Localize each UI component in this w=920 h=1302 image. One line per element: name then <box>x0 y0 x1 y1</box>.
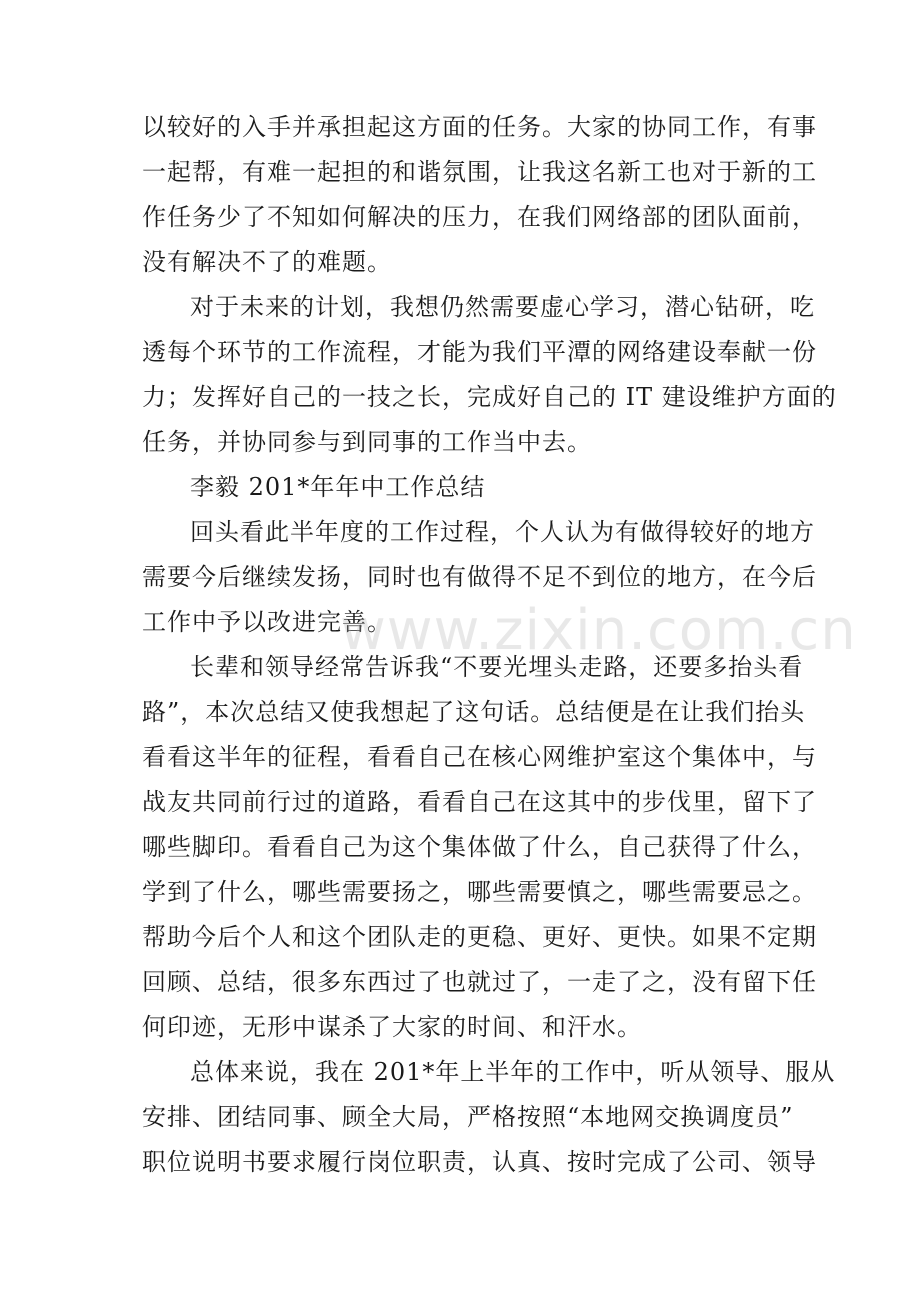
paragraph <box>142 510 817 645</box>
text-line: 工作中予以改进完善。 <box>142 608 392 636</box>
text-line: 职位说明书要求履行岗位职责，认真、按时完成了公司、领导 <box>142 1148 817 1176</box>
text-line: 路”，本次总结又使我想起了这句话。总结便是在让我们抬头 <box>142 698 806 726</box>
text-line: 对于未来的计划，我想仍然需要虚心学习，潜心钻研，吃 <box>190 293 815 321</box>
text-line: 何印迹，无形中谋杀了大家的时间、和汗水。 <box>142 1013 642 1041</box>
text-line: 帮助今后个人和这个团队走的更稳、更好、更快。如果不定期 <box>142 923 817 951</box>
text-line: 回头看此半年度的工作过程，个人认为有做得较好的地方 <box>190 518 815 546</box>
text-line: 需要今后继续发扬，同时也有做得不足不到位的地方，在今后 <box>142 563 817 591</box>
text-line: 一起帮，有难一起担的和谐氛围，让我这名新工也对于新的工 <box>142 158 817 186</box>
paragraph <box>142 1050 836 1185</box>
text-line: 看看这半年的征程，看看自己在核心网维护室这个集体中，与 <box>142 743 817 771</box>
text-line: 透每个环节的工作流程，才能为我们平潭的网络建设奉献一份 <box>142 338 817 366</box>
paragraph <box>142 465 782 510</box>
text-line: 任务，并协同参与到同事的工作当中去。 <box>142 428 592 456</box>
paragraph <box>142 645 817 1050</box>
text-line: 学到了什么，哪些需要扬之，哪些需要慎之，哪些需要忌之。 <box>142 878 817 906</box>
document-body <box>142 105 837 1185</box>
text-line: 没有解决不了的难题。 <box>142 248 392 276</box>
paragraph <box>142 285 837 465</box>
text-line: 长辈和领导经常告诉我“不要光埋头走路，还要多抬头看 <box>190 653 804 681</box>
text-line: 哪些脚印。看看自己为这个集体做了什么，自己获得了什么， <box>142 833 817 861</box>
text-line: 作任务少了不知如何解决的压力，在我们网络部的团队面前， <box>142 203 817 231</box>
text-line: 安排、团结同事、顾全大局，严格按照“本地网交换调度员” <box>142 1103 794 1131</box>
text-line: 李毅 201*年年中工作总结 <box>190 473 486 501</box>
text-line: 战友共同前行过的道路，看看自己在这其中的步伐里，留下了 <box>142 788 817 816</box>
text-line: 回顾、总结，很多东西过了也就过了，一走了之，没有留下任 <box>142 968 817 996</box>
watermark: www.zixin.com.cn <box>340 598 857 663</box>
text-line: 力；发挥好自己的一技之长，完成好自己的 IT 建设维护方面的 <box>142 383 837 411</box>
text-line: 总体来说，我在 201*年上半年的工作中，听从领导、服从 <box>190 1058 836 1086</box>
paragraph <box>142 105 817 285</box>
text-line: 以较好的入手并承担起这方面的任务。大家的协同工作，有事 <box>142 113 817 141</box>
